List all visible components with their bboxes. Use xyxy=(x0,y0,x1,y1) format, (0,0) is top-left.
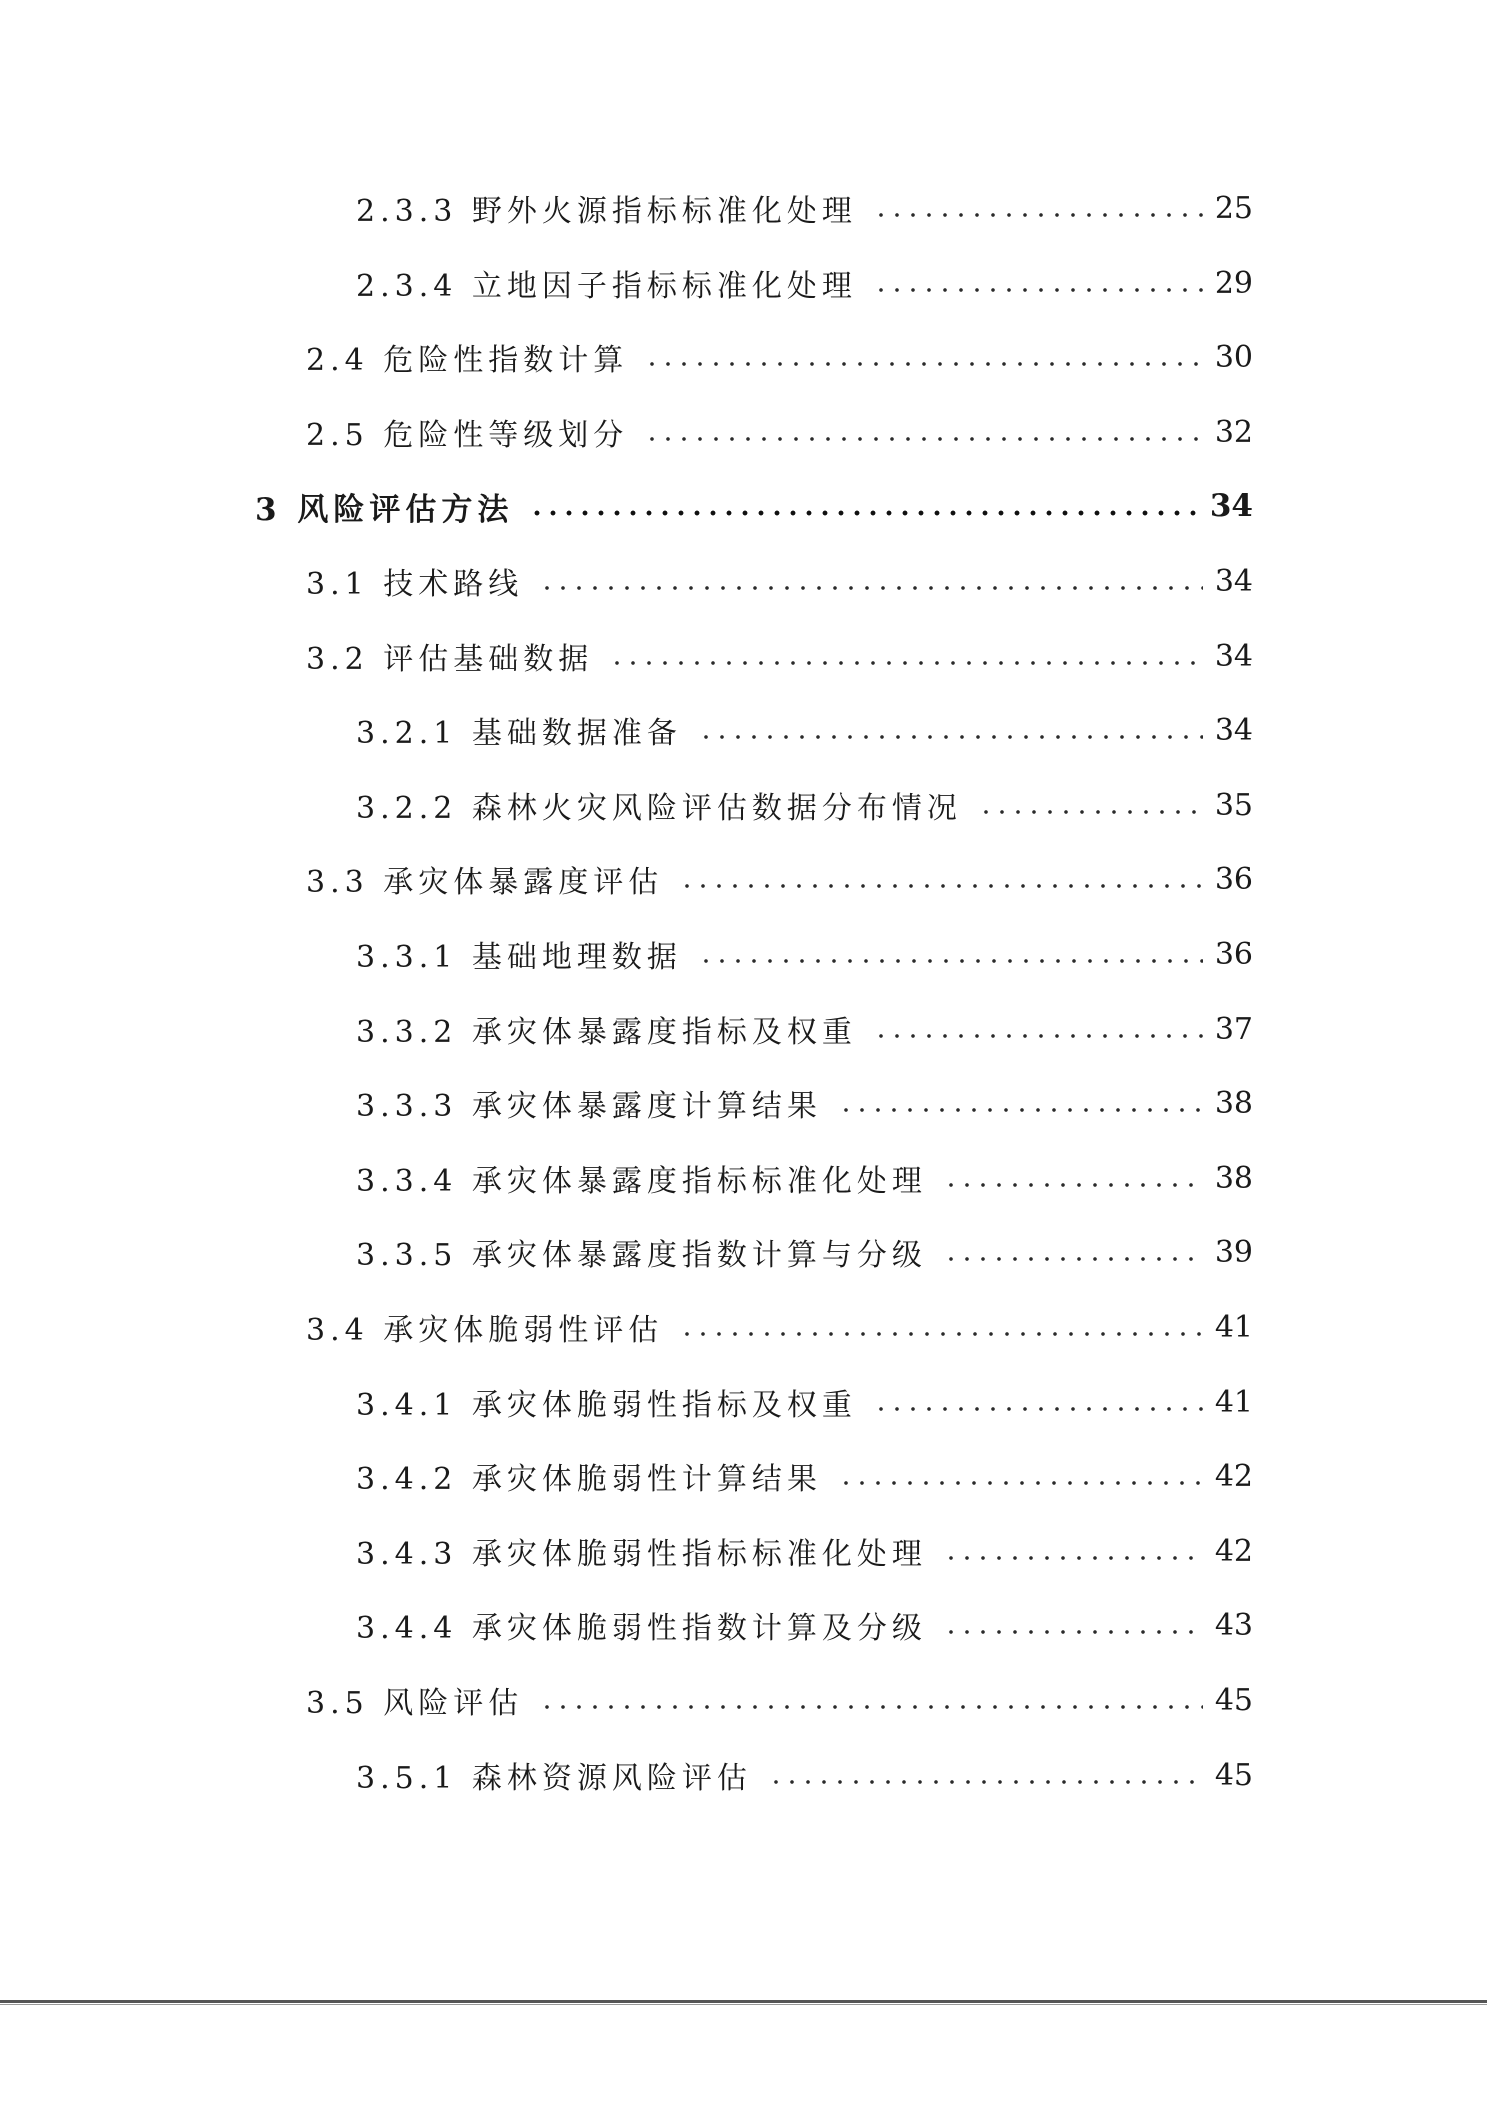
toc-entry[interactable] xyxy=(306,1297,1253,1357)
toc-entry-title: 3.4.2 承灾体脆弱性计算结果 xyxy=(356,1462,822,1497)
toc-entry-title: 3.2 评估基础数据 xyxy=(306,642,594,677)
toc-dot-leader xyxy=(873,288,1203,292)
toc-entry-page-number: 36 xyxy=(1214,936,1253,972)
toc-dot-leader xyxy=(873,213,1203,217)
toc-entry-title: 3.1 技术路线 xyxy=(306,567,524,602)
toc-entry-title: 2.3.3 野外火源指标标准化处理 xyxy=(356,194,857,229)
toc-entry-title: 2.5 危险性等级划分 xyxy=(306,418,629,453)
toc-entry-page-number: 39 xyxy=(1214,1234,1253,1270)
toc-dot-leader xyxy=(698,735,1203,739)
toc-entry[interactable] xyxy=(255,476,1253,536)
toc-entry-page-number: 32 xyxy=(1214,414,1253,450)
toc-entry[interactable] xyxy=(356,700,1253,760)
toc-dot-leader xyxy=(838,1108,1203,1112)
toc-entry[interactable] xyxy=(356,1148,1253,1208)
toc-entry-page-number: 25 xyxy=(1214,190,1253,226)
toc-entry[interactable] xyxy=(306,1670,1253,1730)
toc-dot-leader xyxy=(609,661,1203,665)
toc-entry-title: 3.3.1 基础地理数据 xyxy=(356,940,682,975)
toc-entry-page-number: 34 xyxy=(1209,488,1253,524)
toc-entry-page-number: 37 xyxy=(1214,1011,1253,1047)
toc-entry-title: 3.2.2 森林火灾风险评估数据分布情况 xyxy=(356,791,962,826)
toc-entry[interactable] xyxy=(356,999,1253,1059)
toc-entry[interactable] xyxy=(356,1222,1253,1282)
toc-entry-title: 3.4.3 承灾体脆弱性指标标准化处理 xyxy=(356,1537,927,1572)
toc-dot-leader xyxy=(529,510,1199,516)
toc-entry-title: 3.4 承灾体脆弱性评估 xyxy=(306,1313,664,1348)
toc-entry-title: 3.2.1 基础数据准备 xyxy=(356,716,682,751)
toc-entry[interactable] xyxy=(356,1595,1253,1655)
toc-entry-title: 3.3.5 承灾体暴露度指数计算与分级 xyxy=(356,1238,927,1273)
page-bottom-rule xyxy=(0,2000,1487,2003)
toc-dot-leader xyxy=(679,884,1203,888)
toc-dot-leader xyxy=(838,1481,1203,1485)
toc-entry[interactable] xyxy=(306,626,1253,686)
toc-entry-page-number: 45 xyxy=(1214,1682,1253,1718)
toc-entry-title: 3.5 风险评估 xyxy=(306,1686,524,1721)
toc-entry-page-number: 42 xyxy=(1214,1458,1253,1494)
toc-entry-title: 3 风险评估方法 xyxy=(255,491,514,528)
toc-dot-leader xyxy=(644,362,1203,366)
toc-entry-title: 3.3 承灾体暴露度评估 xyxy=(306,865,664,900)
toc-entry-page-number: 34 xyxy=(1214,638,1253,674)
toc-entry-page-number: 35 xyxy=(1214,787,1253,823)
toc-entry-title: 3.4.1 承灾体脆弱性指标及权重 xyxy=(356,1388,857,1423)
toc-entry-title: 3.3.2 承灾体暴露度指标及权重 xyxy=(356,1015,857,1050)
toc-dot-leader xyxy=(943,1183,1203,1187)
toc-entry-page-number: 34 xyxy=(1214,563,1253,599)
toc-entry[interactable] xyxy=(306,327,1253,387)
toc-entry-title: 3.3.3 承灾体暴露度计算结果 xyxy=(356,1089,822,1124)
toc-entry[interactable] xyxy=(306,551,1253,611)
toc-entry[interactable] xyxy=(356,1745,1253,1805)
toc-entry-page-number: 38 xyxy=(1214,1160,1253,1196)
toc-entry-page-number: 42 xyxy=(1214,1533,1253,1569)
toc-entry-page-number: 43 xyxy=(1214,1607,1253,1643)
toc-entry[interactable] xyxy=(356,1521,1253,1581)
toc-entry-page-number: 36 xyxy=(1214,861,1253,897)
toc-dot-leader xyxy=(539,586,1203,590)
toc-entry[interactable] xyxy=(356,1446,1253,1506)
toc-dot-leader xyxy=(539,1705,1203,1709)
toc-entry[interactable] xyxy=(356,253,1253,313)
toc-entry[interactable] xyxy=(356,178,1253,238)
toc-dot-leader xyxy=(873,1034,1203,1038)
toc-dot-leader xyxy=(943,1556,1203,1560)
toc-entry[interactable] xyxy=(356,924,1253,984)
toc-entry[interactable] xyxy=(356,775,1253,835)
toc-entry-page-number: 34 xyxy=(1214,712,1253,748)
toc-entry-title: 2.4 危险性指数计算 xyxy=(306,343,629,378)
toc-entry[interactable] xyxy=(306,849,1253,909)
toc-entry-title: 3.3.4 承灾体暴露度指标标准化处理 xyxy=(356,1164,927,1199)
toc-entry-page-number: 41 xyxy=(1214,1384,1253,1420)
toc-entry-title: 3.5.1 森林资源风险评估 xyxy=(356,1761,752,1796)
toc-entry-page-number: 29 xyxy=(1214,265,1253,301)
toc-entry-page-number: 38 xyxy=(1214,1085,1253,1121)
toc-entry-title: 2.3.4 立地因子指标标准化处理 xyxy=(356,269,857,304)
toc-entry[interactable] xyxy=(356,1073,1253,1133)
toc-dot-leader xyxy=(978,810,1203,814)
toc-dot-leader xyxy=(943,1257,1203,1261)
toc-entry-page-number: 41 xyxy=(1214,1309,1253,1345)
toc-entry[interactable] xyxy=(306,402,1253,462)
toc-entry-page-number: 30 xyxy=(1214,339,1253,375)
toc-dot-leader xyxy=(679,1332,1203,1336)
page-bottom-rule-thin xyxy=(0,2004,1487,2005)
toc-dot-leader xyxy=(943,1630,1203,1634)
toc-dot-leader xyxy=(768,1780,1203,1784)
toc-entry-page-number: 45 xyxy=(1214,1757,1253,1793)
toc-dot-leader xyxy=(873,1407,1203,1411)
toc-dot-leader xyxy=(644,437,1203,441)
toc-entry-title: 3.4.4 承灾体脆弱性指数计算及分级 xyxy=(356,1611,927,1646)
toc-dot-leader xyxy=(698,959,1203,963)
toc-entry[interactable] xyxy=(356,1372,1253,1432)
